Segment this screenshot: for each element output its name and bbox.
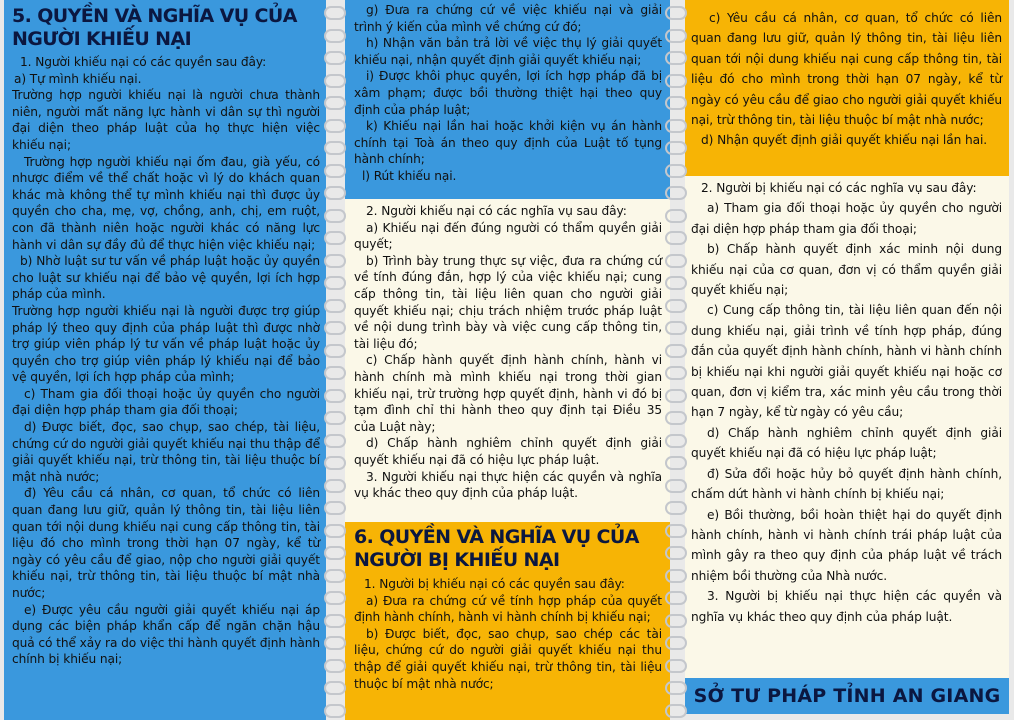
binding-ring bbox=[665, 344, 687, 358]
column-3-bottom bbox=[685, 176, 1009, 678]
paragraph: đ) Yêu cầu cá nhân, cơ quan, tổ chức có liên quan đang lưu giữ, quản lý thông tin, tài liệu liên quan tới nội dung khiếu nại cung cấp thông tin, tài liệu đó cho mình trong thời hạn 07 ngày, kể từ ngày có yêu cầu để giao, nộp cho người giải quyết khiếu nại, trừ thông tin, tài liệu thuộc bí mật nhà nước; bbox=[12, 486, 320, 600]
binding-ring bbox=[665, 231, 687, 245]
footer-title: SỞ TƯ PHÁP TỈNH AN GIANG bbox=[693, 685, 1001, 707]
binding-ring bbox=[324, 591, 346, 605]
binding-ring bbox=[665, 614, 687, 628]
footer-banner bbox=[685, 678, 1009, 714]
binding-ring bbox=[665, 659, 687, 673]
binding-ring bbox=[665, 6, 687, 20]
binding-ring bbox=[324, 276, 346, 290]
binding-ring bbox=[665, 141, 687, 155]
paragraph: b) Trình bày trung thực sự việc, đưa ra chứng cứ về tính đúng đắn, hợp lý của việc khiếu nại; cung cấp thông tin, tài liệu liên quan cho người giải quyết khiếu nại; chịu trách nhiệm trước pháp luật về nội dung trình bày và việc cung cấp thông tin, tài liệu đó; bbox=[354, 253, 662, 351]
binding-ring bbox=[665, 96, 687, 110]
section-5-heading: 5. QUYỀN VÀ NGHĨA VỤ CỦA NGƯỜI KHIẾU NẠI bbox=[12, 5, 297, 50]
column-2-bottom bbox=[345, 522, 670, 720]
binding-ring bbox=[665, 591, 687, 605]
paragraph: c) Tham gia đối thoại hoặc ủy quyền cho người đại diện hợp pháp tham gia đối thoại; bbox=[12, 386, 320, 418]
binding-ring bbox=[665, 366, 687, 380]
binding-ring bbox=[324, 546, 346, 560]
binding-ring bbox=[665, 411, 687, 425]
binding-ring bbox=[324, 254, 346, 268]
paragraph: h) Nhận văn bản trả lời về việc thụ lý giải quyết khiếu nại, nhận quyết định giải quyết khiếu nại; bbox=[354, 36, 662, 67]
paragraph: 3. Người khiếu nại thực hiện các quyền và nghĩa vụ khác theo quy định của pháp luật. bbox=[354, 469, 662, 501]
binding-ring bbox=[665, 209, 687, 223]
binding-rings-right bbox=[665, 0, 687, 720]
binding-ring bbox=[665, 321, 687, 335]
paragraph: Trường hợp người khiếu nại ốm đau, già yếu, có nhược điểm về thể chất hoặc vì lý do khách quan khác mà không thể tự mình khiếu nại thì được ủy quyền cho cha, mẹ, vợ, chồng, anh, chị, em ruột, con đã thành niên hoặc người khác có năng lực hành vi dân sự đầy đủ để thực hiện việc khiếu nại; bbox=[12, 154, 320, 252]
binding-rings-left bbox=[324, 0, 346, 720]
paragraph: a) Tham gia đối thoại hoặc ủy quyền cho người đại diện hợp pháp tham gia đối thoại; bbox=[691, 201, 1002, 236]
binding-ring bbox=[324, 456, 346, 470]
column-2-middle bbox=[345, 199, 670, 522]
binding-ring bbox=[324, 636, 346, 650]
binding-ring bbox=[324, 29, 346, 43]
paragraph: Trường hợp người khiếu nại là người chưa thành niên, người mất năng lực hành vi dân sự thì người đại diện theo pháp luật của họ thực hiện việc khiếu nại; bbox=[12, 88, 320, 152]
binding-ring bbox=[324, 51, 346, 65]
binding-ring bbox=[665, 546, 687, 560]
paragraph: a) Khiếu nại đến đúng người có thẩm quyền giải quyết; bbox=[354, 220, 662, 252]
paragraph: e) Bồi thường, bồi hoàn thiệt hại do quyết định hành chính, hành vi hành chính trái pháp luật của mình gây ra theo quy định của pháp luật về trách nhiệm bồi thường của Nhà nước. bbox=[691, 507, 1002, 583]
paragraph: a) Đưa ra chứng cứ về tính hợp pháp của quyết định hành chính, hành vi hành chính bị khiếu nại; bbox=[354, 593, 662, 625]
binding-ring bbox=[665, 456, 687, 470]
binding-ring bbox=[665, 276, 687, 290]
paragraph: a) Tự mình khiếu nại. bbox=[14, 71, 142, 86]
paragraph: b) Nhờ luật sư tư vấn về pháp luật hoặc ủy quyền cho luật sư khiếu nại để bảo vệ quyền, lợi ích hợp pháp của mình. bbox=[12, 254, 320, 302]
binding-ring bbox=[324, 501, 346, 515]
binding-ring bbox=[324, 321, 346, 335]
binding-ring bbox=[324, 164, 346, 178]
binding-ring bbox=[665, 164, 687, 178]
binding-ring bbox=[324, 186, 346, 200]
paragraph: 2. Người khiếu nại có các nghĩa vụ sau đây: bbox=[366, 204, 627, 218]
paragraph: c) Cung cấp thông tin, tài liệu liên quan đến nội dung khiếu nại, giải trình về tính hợp pháp, đúng đắn của quyết định hành chính, hành vi hành chính bị khiếu nại khi người giải quyết khiếu nại hoặc cơ quan, đơn vị kiểm tra, xác minh yêu cầu trong thời hạn 7 ngày, kể từ ngày có yêu cầu; bbox=[691, 303, 1002, 420]
binding-ring bbox=[324, 119, 346, 133]
binding-ring bbox=[665, 119, 687, 133]
paragraph: c) Yêu cầu cá nhân, cơ quan, tổ chức có liên quan đang lưu giữ, quản lý thông tin, tài liệu liên quan tới nội dung khiếu nại cung cấp thông tin, tài liệu đó cho mình trong thời hạn 07 ngày, kể từ ngày có yêu cầu để giao cho người giải quyết khiếu nại, trừ thông tin, tài liệu thuộc bí mật nhà nước; bbox=[691, 11, 1002, 128]
paragraph: 1. Người bị khiếu nại có các quyền sau đây: bbox=[364, 577, 625, 591]
binding-ring bbox=[665, 704, 687, 718]
binding-ring bbox=[324, 209, 346, 223]
binding-ring bbox=[665, 299, 687, 313]
paragraph: đ) Sửa đổi hoặc hủy bỏ quyết định hành chính, chấm dứt hành vi hành chính bị khiếu nại; bbox=[691, 466, 1002, 502]
paragraph: b) Được biết, đọc, sao chụp, sao chép các tài liệu, chứng cứ do người giải quyết khiếu nại thu thập để giải quyết khiếu nại, trừ thông tin, tài liệu thuộc bí mật nhà nước; bbox=[354, 626, 662, 691]
binding-ring bbox=[324, 299, 346, 313]
binding-ring bbox=[665, 636, 687, 650]
binding-ring bbox=[324, 479, 346, 493]
paragraph: e) Được yêu cầu người giải quyết khiếu nại áp dụng các biện pháp khẩn cấp để ngăn chặn hậu quả có thể xảy ra do việc thi hành quyết định hành chính bị khiếu nại; bbox=[12, 602, 320, 667]
paragraph: c) Chấp hành quyết định hành chính, hành vi hành chính mà mình khiếu nại trong thời gian khiếu nại, trừ trường hợp quyết định, hành vi đó bị tạm đình chỉ thi hành theo quy định tại Điều 35 của Luật này; bbox=[354, 353, 662, 434]
column-1 bbox=[4, 0, 326, 720]
paragraph: d) Được biết, đọc, sao chụp, sao chép, tài liệu, chứng cứ do người giải quyết khiếu nại thu thập để giải quyết khiếu nại, trừ thông tin, tài liệu thuộc bí mật nhà nước; bbox=[12, 420, 320, 484]
binding-ring bbox=[324, 704, 346, 718]
binding-ring bbox=[665, 434, 687, 448]
binding-ring bbox=[324, 231, 346, 245]
binding-ring bbox=[665, 74, 687, 88]
binding-ring bbox=[324, 74, 346, 88]
binding-ring bbox=[324, 569, 346, 583]
paragraph: 1. Người khiếu nại có các quyền sau đây: bbox=[20, 55, 267, 69]
binding-ring bbox=[665, 569, 687, 583]
binding-ring bbox=[324, 6, 346, 20]
paragraph: g) Đưa ra chứng cứ về việc khiếu nại và giải trình ý kiến của mình về chứng cứ đó; bbox=[354, 3, 662, 34]
column-2-top bbox=[345, 0, 670, 199]
paragraph: l) Rút khiếu nại. bbox=[362, 168, 457, 183]
column-3-top bbox=[685, 0, 1009, 176]
paragraph: k) Khiếu nại lần hai hoặc khởi kiện vụ án hành chính tại Toà án theo quy định của Luật tố tụng hành chính; bbox=[354, 119, 662, 167]
binding-ring bbox=[324, 524, 346, 538]
paragraph: 2. Người bị khiếu nại có các nghĩa vụ sau đây: bbox=[701, 181, 977, 195]
binding-ring bbox=[665, 186, 687, 200]
binding-ring bbox=[324, 659, 346, 673]
binding-ring bbox=[324, 344, 346, 358]
binding-ring bbox=[665, 29, 687, 43]
binding-ring bbox=[665, 389, 687, 403]
binding-ring bbox=[324, 614, 346, 628]
binding-ring bbox=[324, 366, 346, 380]
binding-ring bbox=[324, 411, 346, 425]
binding-ring bbox=[324, 434, 346, 448]
binding-ring bbox=[324, 389, 346, 403]
column-1-body bbox=[12, 54, 320, 668]
binding-ring bbox=[665, 51, 687, 65]
binding-ring bbox=[324, 681, 346, 695]
section-6-heading: 6. QUYỀN VÀ NGHĨA VỤ CỦA NGƯỜI BỊ KHIẾU NẠI bbox=[354, 526, 639, 571]
binding-ring bbox=[665, 524, 687, 538]
paragraph: 3. Người bị khiếu nại thực hiện các quyền và nghĩa vụ khác theo quy định của pháp luật. bbox=[691, 589, 1002, 624]
binding-ring bbox=[324, 141, 346, 155]
binding-ring bbox=[665, 501, 687, 515]
paragraph: Trường hợp người khiếu nại là người được trợ giúp pháp lý theo quy định của pháp luật thì được nhờ trợ giúp viên pháp lý tư vấn về pháp luật hoặc ủy quyền cho trợ giúp viên pháp lý khiếu nại để bảo vệ quyền, lợi ích hợp pháp của mình; bbox=[12, 303, 320, 385]
paragraph: d) Nhận quyết định giải quyết khiếu nại lần hai. bbox=[701, 133, 988, 148]
binding-ring bbox=[665, 479, 687, 493]
paragraph: b) Chấp hành quyết định xác minh nội dung khiếu nại của cơ quan, đơn vị có thẩm quyền giải quyết khiếu nại; bbox=[691, 242, 1002, 298]
binding-ring bbox=[665, 254, 687, 268]
paragraph: i) Được khôi phục quyền, lợi ích hợp pháp đã bị xâm phạm; được bồi thường thiệt hại theo quy định của pháp luật; bbox=[354, 69, 662, 117]
binding-ring bbox=[324, 96, 346, 110]
binding-ring bbox=[665, 681, 687, 695]
paragraph: d) Chấp hành nghiêm chỉnh quyết định giải quyết khiếu nại đã có hiệu lực pháp luật; bbox=[691, 425, 1002, 461]
paragraph: d) Chấp hành nghiêm chỉnh quyết định giải quyết khiếu nại đã có hiệu lực pháp luật. bbox=[354, 436, 662, 467]
